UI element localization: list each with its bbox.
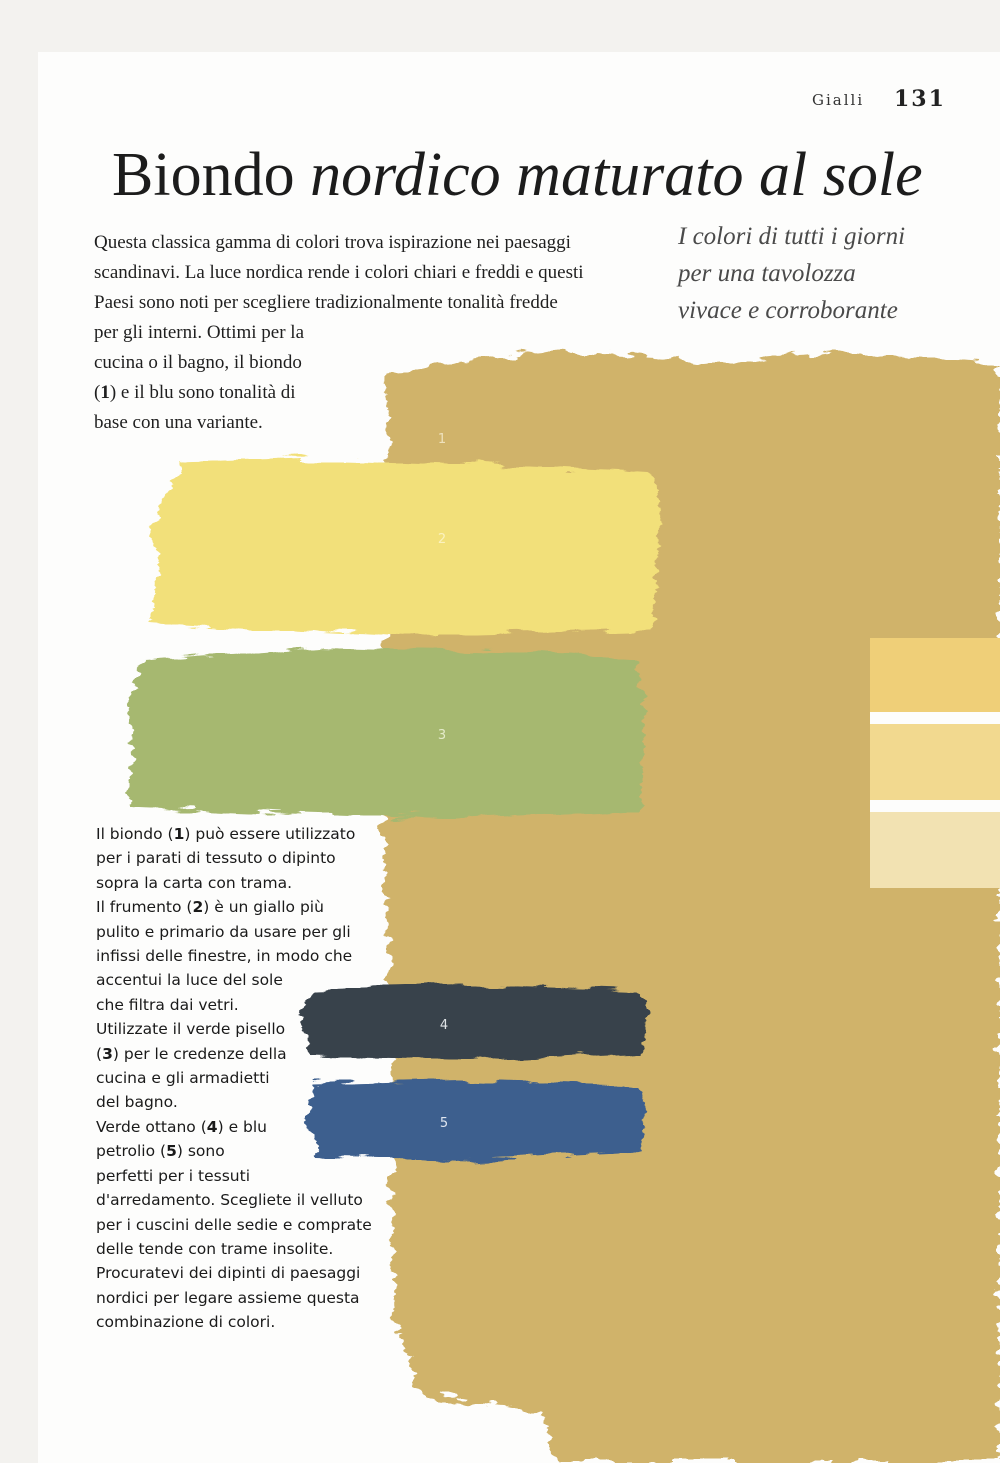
body-line: delle tende con trame insolite. (96, 1239, 334, 1258)
swatch-3-paint (128, 648, 645, 818)
body-line: infissi delle finestre, in modo che (96, 947, 353, 966)
body-line: perfetti per i tessuti (96, 1166, 251, 1185)
body-line: Procuratevi dei dipinti di paesaggi (96, 1264, 361, 1283)
intro-line: (1) e il blu sono tonalità di (94, 382, 296, 403)
body-line: nordici per legare assieme questa (96, 1288, 360, 1307)
chip-divider (870, 712, 1000, 724)
body-line: pulito e primario da usare per gli (96, 922, 351, 941)
body-line: combinazione di colori. (96, 1313, 276, 1332)
body-line: per i parati di tessuto o dipinto (96, 849, 336, 868)
title-italic: nordico maturato al sole (310, 141, 923, 209)
body-line: che filtra dai vetri. (96, 995, 239, 1014)
body-line: cucina e gli armadietti (96, 1069, 270, 1088)
swatch-1-number: 1 (437, 432, 447, 447)
body-line: Il frumento (2) è un giallo più (96, 898, 324, 917)
intro-line: per gli interni. Ottimi per la (94, 322, 305, 343)
tagline-line: per una tavolozza (678, 260, 856, 287)
tagline-line: I colori di tutti i giorni (678, 223, 906, 250)
chip-divider (870, 800, 1000, 812)
swatch-2-number: 2 (437, 532, 447, 547)
colour-chip (870, 638, 1000, 712)
intro-line: Paesi sono noti per scegliere tradizionalmente tonalità fredde (94, 292, 558, 313)
body-paragraph (96, 822, 376, 1335)
swatch-3-number: 3 (437, 728, 447, 743)
intro-line: Questa classica gamma di colori trova ispirazione nei paesaggi (94, 232, 571, 253)
body-line: del bagno. (96, 1093, 178, 1112)
body-line: sopra la carta con trama. (96, 873, 293, 892)
colour-chips (870, 638, 1000, 888)
title-regular: Biondo (112, 141, 295, 209)
body-line: Il biondo (1) può essere utilizzato (96, 825, 356, 843)
body-line: d'arredamento. Scegliete il velluto (96, 1191, 363, 1210)
intro-line: scandinavi. La luce nordica rende i colori chiari e freddi e questi (94, 262, 584, 283)
intro-paragraph (94, 228, 654, 438)
body-line: accentui la luce del sole (96, 971, 283, 990)
page-number: 131 (894, 86, 946, 112)
intro-line: cucina o il bagno, il biondo (94, 352, 302, 373)
body-line: (3) per le credenze della (96, 1044, 287, 1063)
body-line: petrolio (5) sono (96, 1142, 225, 1161)
body-line: Utilizzate il verde pisello (96, 1020, 286, 1039)
page-title (112, 140, 972, 211)
swatch-5-number: 5 (439, 1116, 449, 1131)
running-header-section: Gialli (812, 91, 865, 109)
body-line: Verde ottano (4) e blu (96, 1117, 267, 1136)
intro-line: base con una variante. (94, 412, 263, 433)
swatch-4-number: 4 (439, 1018, 449, 1033)
colour-chip (870, 812, 1000, 888)
body-line: per i cuscini delle sedie e comprate (96, 1215, 372, 1234)
swatch-2-paint (150, 458, 662, 636)
tagline-line: vivace e corroborante (678, 297, 898, 324)
colour-chip (870, 724, 1000, 800)
tagline (678, 218, 988, 329)
